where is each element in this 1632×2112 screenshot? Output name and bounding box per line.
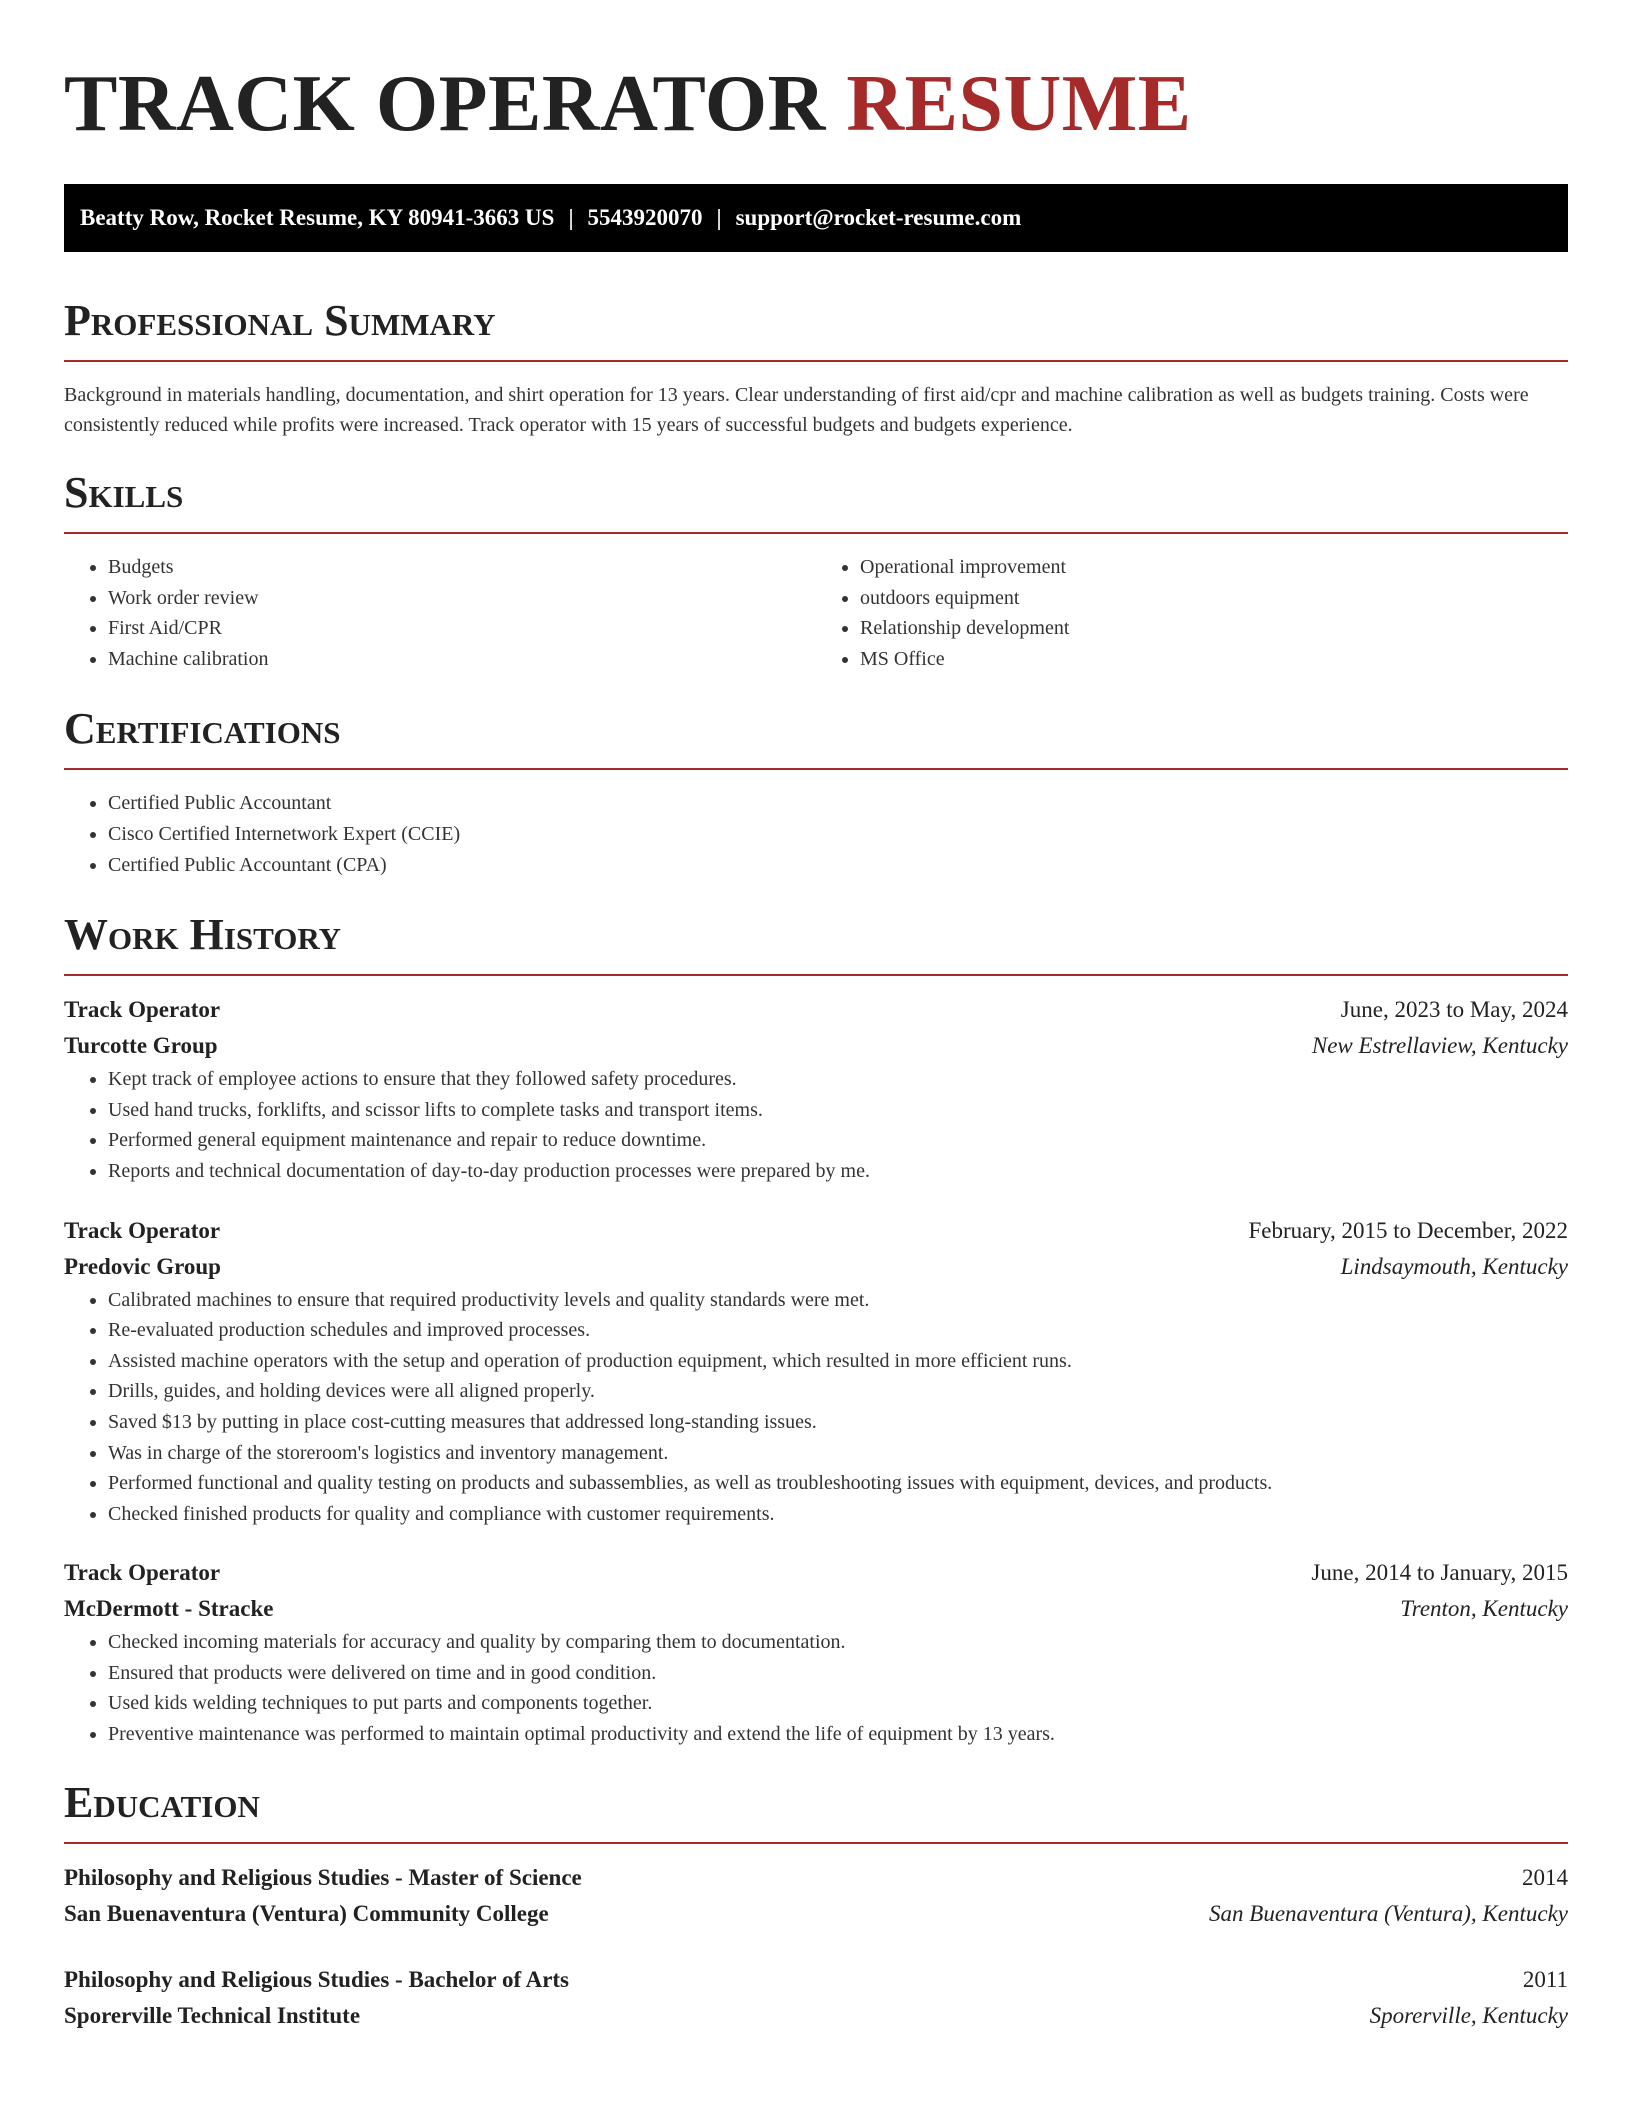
job-bullets (64, 1064, 1568, 1186)
job-location: Trenton, Kentucky (1400, 1596, 1568, 1622)
job-company: Predovic Group (64, 1253, 221, 1279)
skill-item: • First Aid/CPR (108, 613, 816, 644)
job-company: Turcotte Group (64, 1033, 218, 1059)
job-bullet: • Re-evaluated production schedules and improved processes. (108, 1315, 1568, 1346)
job-bullet: • Checked finished products for quality and compliance with customer requirements. (108, 1499, 1568, 1530)
education-header (64, 1962, 1568, 1998)
job-header (64, 1213, 1568, 1249)
job-bullet: • Kept track of employee actions to ensure that they followed safety procedures. (108, 1064, 1568, 1095)
contact-bar (64, 184, 1568, 252)
title-main: TRACK OPERATOR (64, 60, 826, 148)
job-bullet: • Reports and technical documentation of day-to-day production processes were prepared by me. (108, 1156, 1568, 1187)
education-degree: Philosophy and Religious Studies - Bachelor of Arts (64, 1966, 570, 1992)
education-location: San Buenaventura (Ventura), Kentucky (1209, 1900, 1568, 1926)
skill-item: • MS Office (860, 644, 1568, 675)
skills-heading: Skills (64, 468, 184, 517)
certification-item: • Cisco Certified Internetwork Expert (CCIE) (108, 819, 1568, 850)
education-year: 2011 (1522, 1966, 1568, 1992)
summary-section (64, 296, 1568, 440)
job-bullet: • Preventive maintenance was performed to maintain optimal productivity and extend the life of equipment by 13 years. (108, 1719, 1568, 1750)
certifications-list (64, 788, 1568, 880)
title-accent: RESUME (846, 60, 1192, 148)
section-divider (64, 768, 1568, 770)
job-title: Track Operator (64, 997, 221, 1023)
section-divider (64, 1842, 1568, 1844)
job-subheader (64, 1591, 1568, 1627)
job-bullet: • Checked incoming materials for accuracy and quality by comparing them to documentation. (108, 1627, 1568, 1658)
certification-item: • Certified Public Accountant (108, 788, 1568, 819)
job-bullets (64, 1627, 1568, 1749)
job-bullet: • Drills, guides, and holding devices were all aligned properly. (108, 1376, 1568, 1407)
education-header (64, 1860, 1568, 1896)
job-title: Track Operator (64, 1560, 221, 1586)
education-entry (64, 1860, 1568, 1932)
skill-item: • Operational improvement (860, 552, 1568, 583)
education-school: Sporerville Technical Institute (64, 2002, 361, 2028)
education-school: San Buenaventura (Ventura) Community College (64, 1900, 549, 1926)
work-history-heading: Work History (64, 910, 342, 960)
job-entry (64, 992, 1568, 1186)
job-entry (64, 1213, 1568, 1530)
job-dates: June, 2014 to January, 2015 (1311, 1560, 1568, 1586)
certifications-heading: Certifications (64, 704, 341, 754)
education-year: 2014 (1522, 1864, 1568, 1890)
job-subheader (64, 1028, 1568, 1064)
job-dates: June, 2023 to May, 2024 (1340, 997, 1568, 1023)
skill-item: • outdoors equipment (860, 583, 1568, 614)
certification-item: • Certified Public Accountant (CPA) (108, 850, 1568, 881)
skill-item: • Work order review (108, 583, 816, 614)
skill-item: • Machine calibration (108, 644, 816, 675)
job-title: Track Operator (64, 1217, 221, 1243)
summary-heading: Professional Summary (64, 296, 496, 345)
education-subheader (64, 1896, 1568, 1932)
contact-phone[interactable]: 5543920070 (587, 205, 703, 230)
summary-text: Background in materials handling, documentation, and shirt operation for 13 years. Clear understanding of first aid/cpr and machine calibration as well as budgets training. Costs were consistently reduced while profits were increased. Track operator with 15 years of successful budgets and budgets experience. (64, 384, 1529, 436)
job-bullet: • Performed general equipment maintenance and repair to reduce downtime. (108, 1125, 1568, 1156)
job-entry (64, 1555, 1568, 1749)
job-header (64, 992, 1568, 1028)
education-subheader (64, 1998, 1568, 2034)
education-degree: Philosophy and Religious Studies - Master of Science (64, 1864, 582, 1890)
job-company: McDermott - Stracke (64, 1596, 274, 1622)
education-heading: Education (64, 1777, 260, 1827)
job-bullet: • Used hand trucks, forklifts, and scissor lifts to complete tasks and transport items. (108, 1095, 1568, 1126)
skill-item: • Budgets (108, 552, 816, 583)
contact-separator: | (716, 205, 722, 230)
job-bullet: • Performed functional and quality testing on products and subassemblies, as well as troubleshooting issues with equipment, devices, and products. (108, 1468, 1568, 1499)
job-location: Lindsaymouth, Kentucky (1340, 1253, 1568, 1279)
job-location: New Estrellaview, Kentucky (1311, 1033, 1568, 1059)
skills-columns (64, 552, 1568, 674)
skill-item: • Relationship development (860, 613, 1568, 644)
job-bullets (64, 1285, 1568, 1530)
job-bullet: • Calibrated machines to ensure that required productivity levels and quality standards were met. (108, 1285, 1568, 1316)
job-bullet: • Assisted machine operators with the setup and operation of production equipment, which resulted in more efficient runs. (108, 1346, 1568, 1377)
education-location: Sporerville, Kentucky (1369, 2002, 1568, 2028)
skills-list-right (816, 552, 1568, 674)
contact-email[interactable]: support@rocket-resume.com (735, 205, 1022, 230)
contact-separator: | (568, 205, 574, 230)
job-header (64, 1555, 1568, 1591)
job-bullet: • Used kids welding techniques to put parts and components together. (108, 1688, 1568, 1719)
section-divider (64, 974, 1568, 976)
skills-list-left (64, 552, 816, 674)
job-bullet: • Was in charge of the storeroom's logistics and inventory management. (108, 1438, 1568, 1469)
job-subheader (64, 1249, 1568, 1285)
education-entry (64, 1962, 1568, 2034)
job-bullet: • Ensured that products were delivered on time and in good condition. (108, 1658, 1568, 1689)
work-history-section (64, 910, 1568, 1750)
section-divider (64, 532, 1568, 534)
skills-section (64, 468, 1568, 674)
job-dates: February, 2015 to December, 2022 (1248, 1217, 1568, 1243)
contact-address: Beatty Row, Rocket Resume, KY 80941-3663 US (80, 205, 555, 230)
job-bullet: • Saved $13 by putting in place cost-cutting measures that addressed long-standing issues. (108, 1407, 1568, 1438)
resume-title (64, 58, 1568, 150)
certifications-section (64, 704, 1568, 880)
section-divider (64, 360, 1568, 362)
education-section (64, 1778, 1568, 2034)
